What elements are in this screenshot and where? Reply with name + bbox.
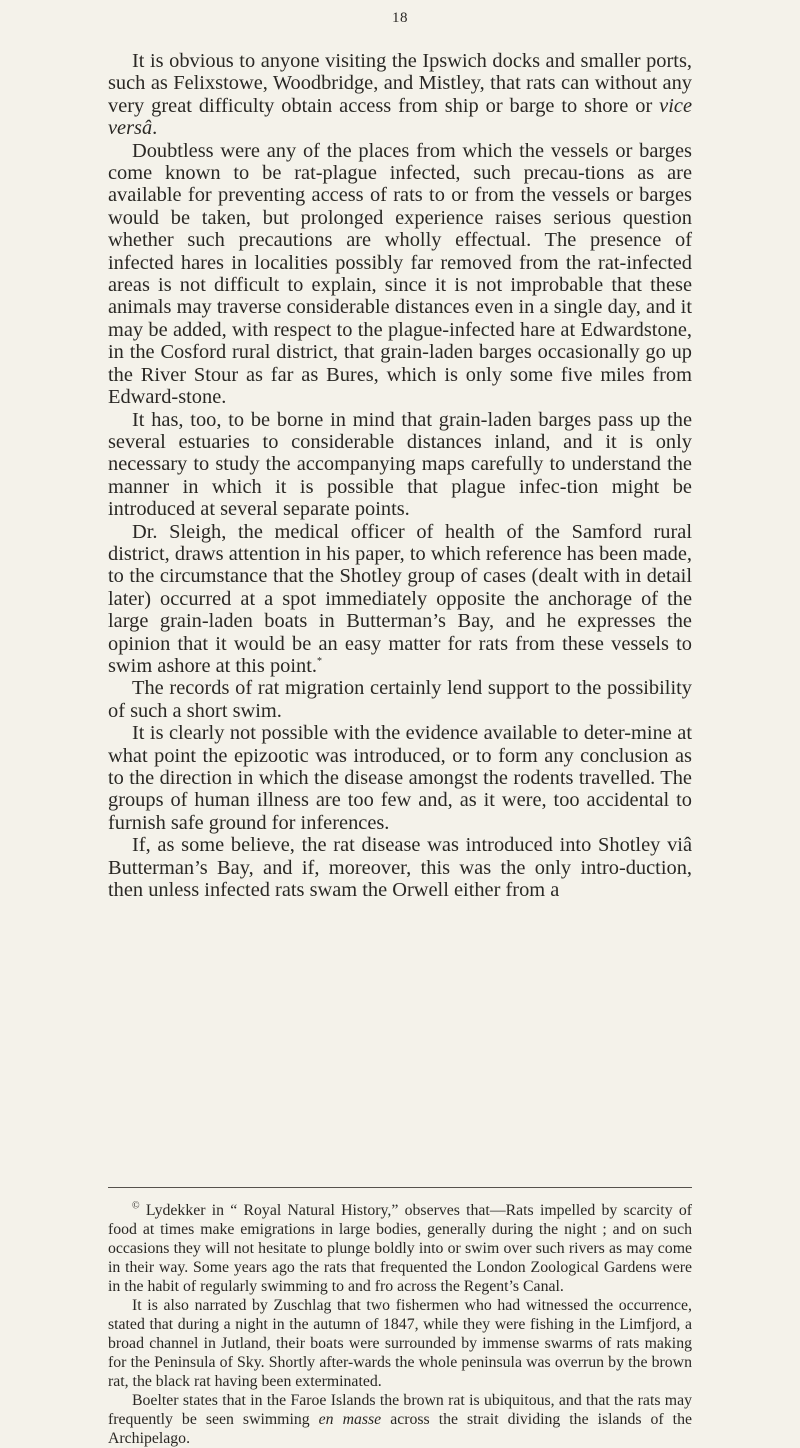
italic-phrase: vice versâ — [108, 94, 692, 140]
footnote: Boelter states that in the Faroe Islands the brown rat is ubiquitous, and that the rats may frequently be seen swimming en masse across the strait dividing the islands of the Archipelago. — [108, 1392, 692, 1447]
main-text — [108, 50, 692, 901]
paragraph: If, as some believe, the rat disease was introduced into Shotley viâ Butterman’s Bay, and if, moreover, this was the only intro-duction, then unless infected rats swam the Orwell either from a — [108, 834, 692, 902]
paragraph: The records of rat migration certainly lend support to the possibility of such a short swim. — [108, 677, 692, 722]
paragraph: It has, too, to be borne in mind that grain-laden barges pass up the several estuaries to considerable distances inland, and it is only necessary to study the accompanying maps carefully to understand the manner in which it is possible that plague infec-tion might be introduced at several separate points. — [108, 408, 692, 521]
paragraph: It is clearly not possible with the evidence available to deter-mine at what point the epizootic was introduced, or to form any conclusion as to the direction in which the disease amongst the rodents travelled. The groups of human illness are too few and, as it were, too accidental to furnish safe ground for inferences. — [108, 722, 692, 834]
paragraph: It is obvious to anyone visiting the Ipswich docks and smaller ports, such as Felixstowe, Woodbridge, and Mistley, that rats can without any very great difficulty obtain access from ship or barge to shore or vice versâ. — [108, 50, 692, 140]
page-number: 18 — [392, 10, 408, 26]
paragraph: Dr. Sleigh, the medical officer of health of the Samford rural district, draws attention in his paper, to which reference has been made, to the circumstance that the Shotley group of cases (dealt with in detail later) occurred at a spot immediately opposite the anchorage of the large grain-laden boats in Butterman’s Bay, and he expresses the opinion that it would be an easy matter for rats from these vessels to swim ashore at this point.* — [108, 520, 692, 677]
italic-phrase: en masse — [318, 1411, 382, 1428]
footnote-divider — [108, 1187, 692, 1188]
footnote: © Lydekker in “ Royal Natural History,” observes that—Rats impelled by scarcity of food at times make emigrations in large bodies, generally during the night ; and on such occasions they will not hesitate to plunge boldly into or swim over such rivers as may come in their way. Some years ago the rats that frequented the London Zoological Gardens were in the habit of regularly swimming to and fro across the Regent’s Canal. — [108, 1200, 692, 1295]
footnote-marker: © — [132, 1200, 140, 1212]
paragraph: Doubtless were any of the places from which the vessels or barges come known to be rat-plague infected, such precau-tions as are available for preventing access of rats to or from the vessels or barges would be taken, but prolonged experience raises serious question whether such precautions are wholly effectual. The presence of infected hares in localities possibly far removed from the rat-infected areas is not difficult to explain, since it is not improbable that these animals may traverse considerable distances even in a single day, and it may be added, with respect to the plague-infected hare at Edwardstone, in the Cosford rural district, that grain-laden barges occasionally go up the River Stour as far as Bures, which is only some five miles from Edward-stone. — [108, 139, 692, 409]
footnotes — [108, 1201, 692, 1448]
footnote: It is also narrated by Zuschlag that two fishermen who had witnessed the occurrence, stated that during a night in the autumn of 1847, while they were fishing in the Limfjord, a broad channel in Jutland, their boats were surrounded by immense swarms of rats making for the Peninsula of Sky. Shortly after-wards the whole peninsula was overrun by the brown rat, the black rat having been exterminated. — [108, 1297, 692, 1390]
footnote-reference: * — [316, 656, 322, 668]
